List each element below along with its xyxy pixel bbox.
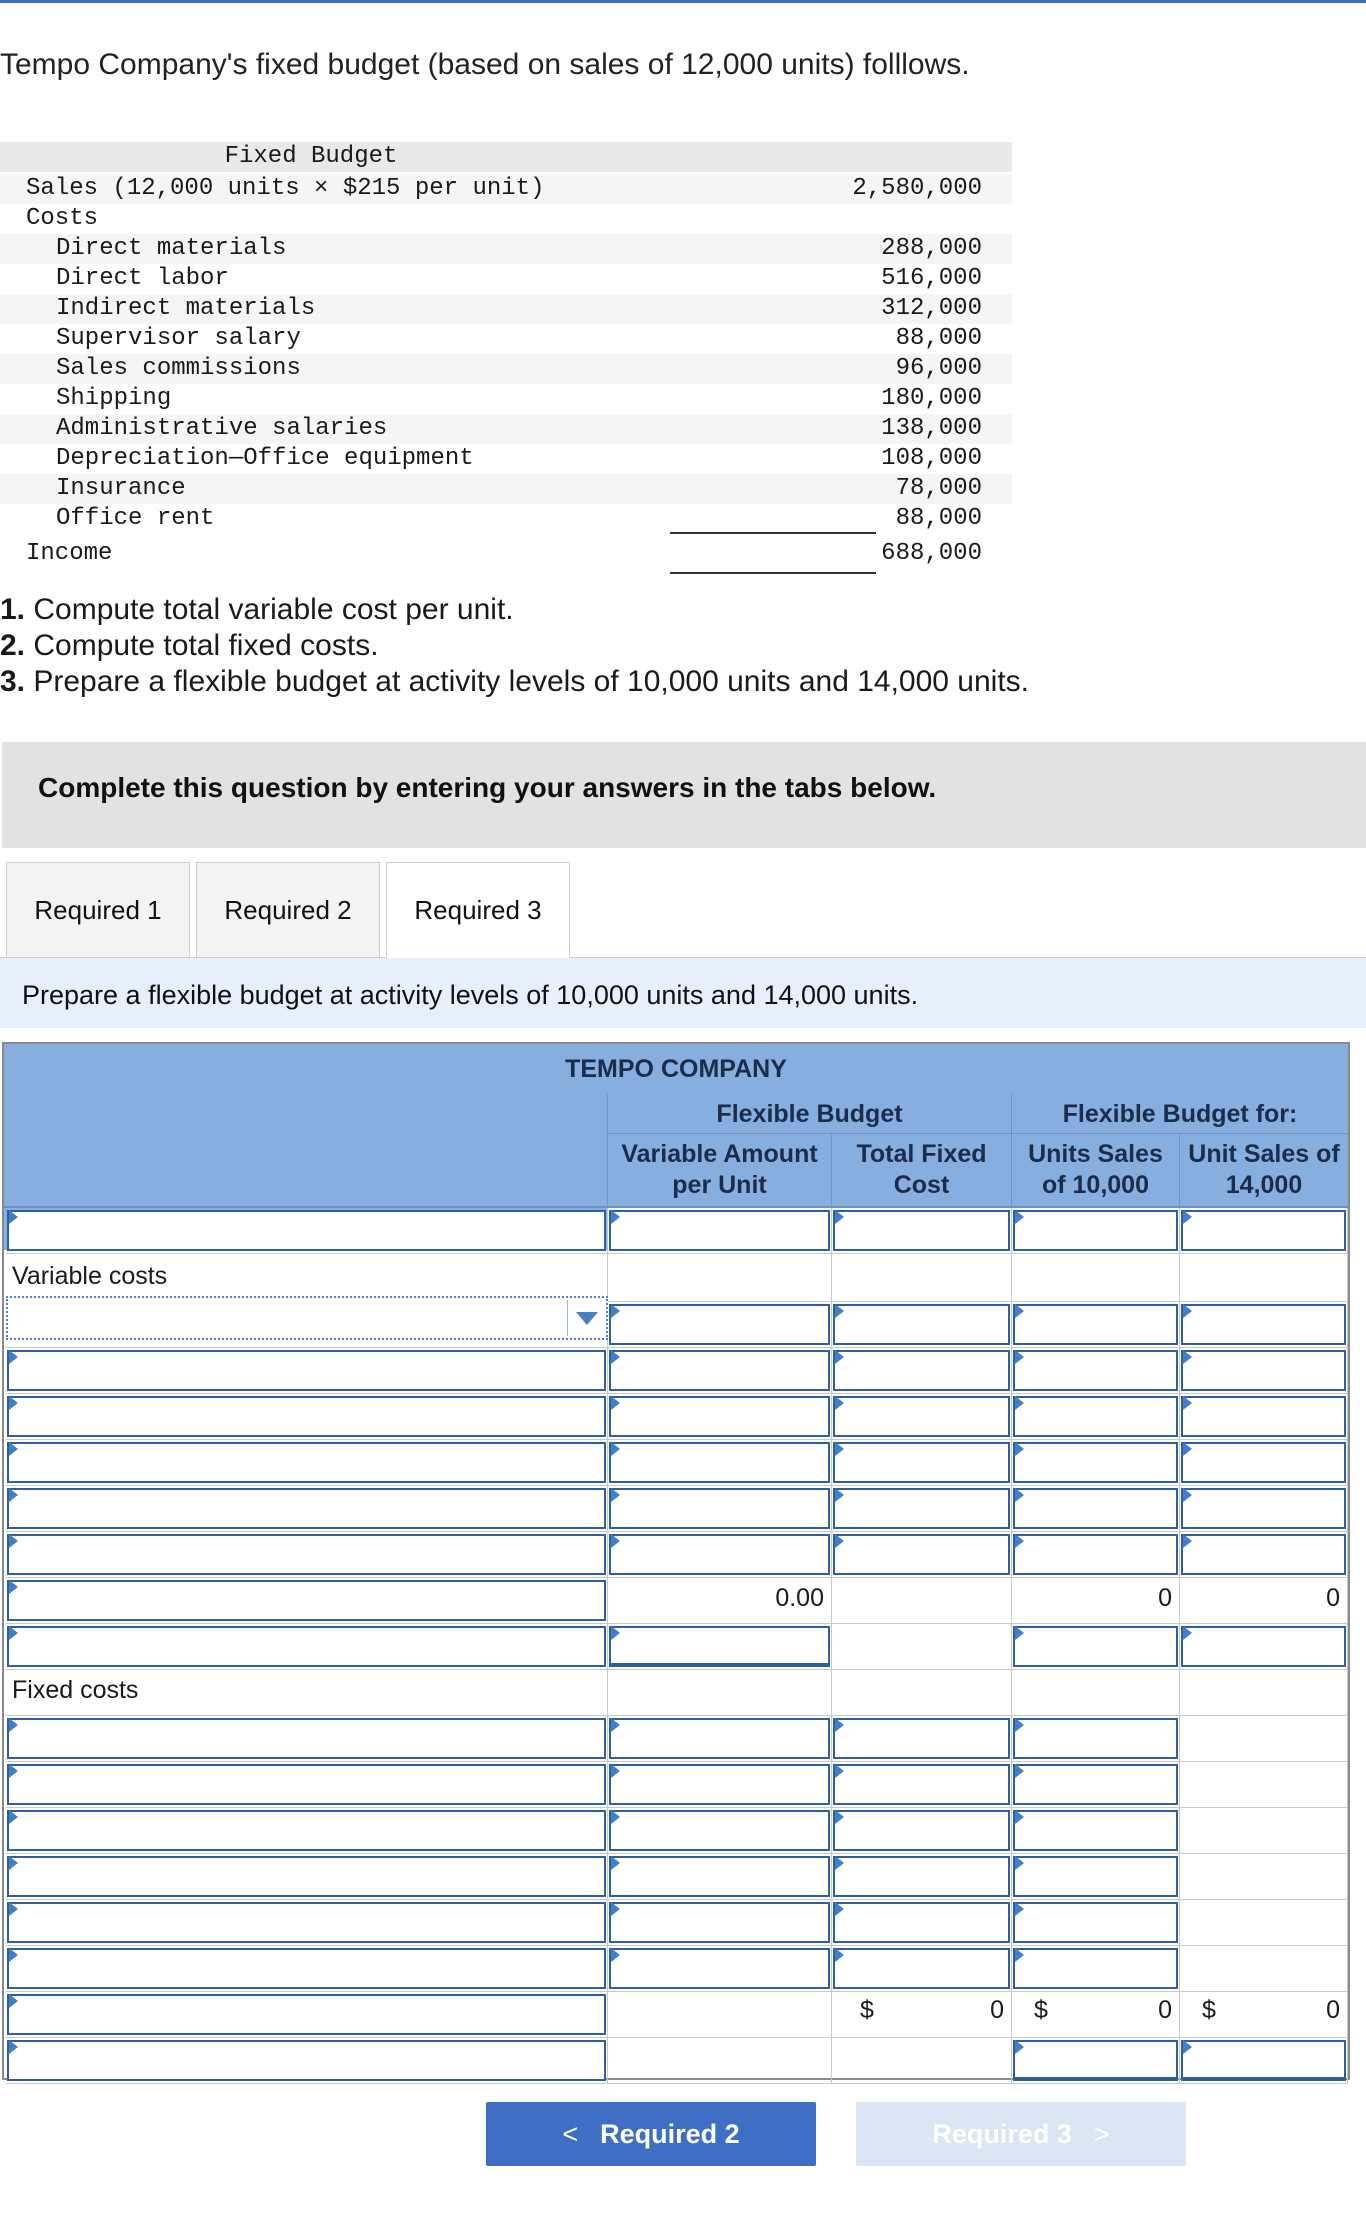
row-label-input[interactable]	[7, 1350, 606, 1391]
flex-budget-header: Flexible Budget	[608, 1094, 1012, 1134]
input-marker-icon	[9, 1534, 18, 1548]
input-marker-icon	[611, 1210, 620, 1224]
input-marker-icon	[835, 1304, 844, 1318]
amount-input[interactable]	[1013, 1210, 1178, 1251]
cost-label: Sales commissions	[56, 355, 301, 382]
question-3: 3. Prepare a flexible budget at activity levels of 10,000 units and 14,000 units.	[0, 665, 1030, 698]
cost-label: Direct materials	[56, 235, 287, 262]
grid-cell	[608, 2038, 832, 2084]
amount-input[interactable]	[1013, 2040, 1178, 2081]
cost-value: 88,000	[895, 505, 982, 532]
input-marker-icon	[1015, 1534, 1024, 1548]
flexible-budget-grid	[2, 1042, 1350, 2080]
cost-label: Insurance	[56, 475, 186, 502]
input-marker-icon	[611, 1856, 620, 1870]
input-marker-icon	[9, 1396, 18, 1410]
amount-input[interactable]	[609, 1810, 830, 1851]
row-label-input[interactable]	[7, 1718, 606, 1759]
input-marker-icon	[835, 1764, 844, 1778]
amount-input[interactable]	[833, 1902, 1010, 1943]
input-marker-icon	[9, 1350, 18, 1364]
cost-value: 288,000	[881, 235, 982, 262]
cost-value: 180,000	[881, 385, 982, 412]
input-marker-icon	[1183, 2040, 1192, 2054]
input-marker-icon	[1015, 2040, 1024, 2054]
dollar-sign: $	[1202, 1996, 1216, 2024]
variable-cost-select[interactable]	[6, 1296, 608, 1340]
amount-input[interactable]	[1181, 1304, 1346, 1345]
input-marker-icon	[835, 1210, 844, 1224]
total-variable-14000: 0	[1326, 1584, 1340, 1612]
input-marker-icon	[611, 1396, 620, 1410]
income-value: 688,000	[881, 540, 982, 567]
input-marker-icon	[9, 2040, 18, 2054]
input-marker-icon	[1183, 1626, 1192, 1640]
costs-row	[0, 204, 1012, 234]
input-marker-icon	[611, 1764, 620, 1778]
cost-value: 78,000	[895, 475, 982, 502]
row-label-input[interactable]	[7, 1764, 606, 1805]
grid-cell	[1012, 1254, 1180, 1302]
input-marker-icon	[611, 1488, 620, 1502]
input-marker-icon	[1015, 1210, 1024, 1224]
income-row	[0, 534, 1012, 574]
grid-cell	[1180, 1900, 1348, 1946]
input-marker-icon	[1015, 1350, 1024, 1364]
input-marker-icon	[1015, 1902, 1024, 1916]
input-marker-icon	[835, 1718, 844, 1732]
units-14000-header: Unit Sales of 14,000	[1180, 1134, 1348, 1206]
instruction-banner	[2, 742, 1366, 848]
input-marker-icon	[1183, 1534, 1192, 1548]
amount-input[interactable]	[833, 1534, 1010, 1575]
input-marker-icon	[9, 1580, 18, 1594]
row-label-input[interactable]	[7, 1856, 606, 1897]
input-marker-icon	[835, 1350, 844, 1364]
amount-input[interactable]	[1013, 1488, 1178, 1529]
input-marker-icon	[611, 1810, 620, 1824]
input-marker-icon	[1015, 1764, 1024, 1778]
amount-input[interactable]	[609, 1764, 830, 1805]
input-marker-icon	[835, 1810, 844, 1824]
input-marker-icon	[9, 1994, 18, 2008]
amount-input[interactable]	[1181, 1488, 1346, 1529]
input-marker-icon	[835, 1442, 844, 1456]
cost-row	[0, 324, 1012, 354]
input-marker-icon	[611, 1304, 620, 1318]
costs-label: Costs	[26, 205, 99, 232]
amount-input[interactable]	[833, 1304, 1010, 1345]
row-label-input[interactable]	[7, 1902, 606, 1943]
input-marker-icon	[611, 1902, 620, 1916]
input-marker-icon	[611, 1626, 620, 1640]
question-2: 2. Compute total fixed costs.	[0, 629, 379, 662]
input-marker-icon	[9, 1718, 18, 1732]
amount-input[interactable]	[833, 1442, 1010, 1483]
amount-input[interactable]	[833, 1488, 1010, 1529]
amount-input[interactable]	[833, 1948, 1010, 1989]
amount-input[interactable]	[1013, 1626, 1178, 1667]
cost-value: 312,000	[881, 295, 982, 322]
grid-cell	[1180, 1946, 1348, 1992]
input-marker-icon	[9, 1902, 18, 1916]
grid-cell	[1180, 1716, 1348, 1762]
amount-input[interactable]	[1013, 1396, 1178, 1437]
amount-input[interactable]	[833, 1396, 1010, 1437]
input-marker-icon	[611, 1948, 620, 1962]
amount-input[interactable]	[1013, 1350, 1178, 1391]
cost-row	[0, 234, 1012, 264]
amount-input[interactable]	[1181, 1442, 1346, 1483]
input-marker-icon	[1015, 1396, 1024, 1410]
input-marker-icon	[9, 1856, 18, 1870]
amount-input[interactable]	[1013, 1810, 1178, 1851]
amount-input[interactable]	[1181, 1396, 1346, 1437]
amount-input[interactable]	[609, 1488, 830, 1529]
input-marker-icon	[9, 1626, 18, 1640]
amount-input[interactable]	[609, 1948, 830, 1989]
input-marker-icon	[1015, 1488, 1024, 1502]
amount-input[interactable]	[1013, 1948, 1178, 1989]
input-marker-icon	[9, 1442, 18, 1456]
input-marker-icon	[1183, 1442, 1192, 1456]
amount-input[interactable]	[1181, 1534, 1346, 1575]
cost-row	[0, 414, 1012, 444]
fixed-budget-body	[0, 174, 1012, 574]
tab-required-3[interactable]: Required 3	[386, 862, 570, 960]
input-marker-icon	[1015, 1442, 1024, 1456]
grid-cell	[1012, 1670, 1180, 1716]
grid-cell	[1180, 1854, 1348, 1900]
amount-input[interactable]	[1013, 1718, 1178, 1759]
row-label-input[interactable]	[7, 1580, 606, 1621]
cost-label: Depreciation—Office equipment	[56, 445, 474, 472]
input-marker-icon	[1183, 1304, 1192, 1318]
cost-label: Office rent	[56, 505, 215, 532]
amount-input[interactable]	[833, 1764, 1010, 1805]
row-label-input[interactable]	[7, 1442, 606, 1483]
banner-text: Complete this question by entering your answers in the tabs below.	[38, 772, 937, 803]
amount-input[interactable]	[1181, 2040, 1346, 2081]
row-label-input[interactable]	[7, 2040, 606, 2081]
grid-cell	[1180, 1808, 1348, 1854]
input-marker-icon	[611, 1534, 620, 1548]
total-variable-per-unit: 0.00	[775, 1584, 824, 1612]
cost-row	[0, 384, 1012, 414]
input-marker-icon	[1015, 1626, 1024, 1640]
input-marker-icon	[1183, 1350, 1192, 1364]
questions	[0, 592, 1029, 700]
company-header: TEMPO COMPANY	[4, 1044, 1348, 1094]
input-marker-icon	[1183, 1210, 1192, 1224]
grid-cell	[832, 1670, 1012, 1716]
fixed-budget-header: Fixed Budget	[224, 143, 398, 170]
amount-input[interactable]	[1181, 1350, 1346, 1391]
cost-label: Shipping	[56, 385, 172, 412]
cost-label: Supervisor salary	[56, 325, 301, 352]
cost-value: 108,000	[881, 445, 982, 472]
amount-input[interactable]	[1181, 1210, 1346, 1251]
amount-input[interactable]	[1181, 1626, 1346, 1667]
row-label-input[interactable]	[7, 1810, 606, 1851]
row-label-input[interactable]	[7, 1210, 606, 1251]
input-marker-icon	[835, 1534, 844, 1548]
intro-text: Tempo Company's fixed budget (based on sales of 12,000 units) folllows.	[0, 48, 970, 81]
cost-label: Indirect materials	[56, 295, 316, 322]
tab-required-1[interactable]: Required 1	[6, 862, 190, 958]
total-rule	[670, 572, 876, 574]
grid-cell	[832, 1578, 1012, 1624]
row-label-input[interactable]	[7, 1948, 606, 1989]
amount-input[interactable]	[609, 1442, 830, 1483]
chevron-right-icon: >	[1093, 2119, 1110, 2149]
input-marker-icon	[611, 1442, 620, 1456]
cost-row	[0, 294, 1012, 324]
input-marker-icon	[9, 1810, 18, 1824]
flex-budget-for-header: Flexible Budget for:	[1012, 1094, 1348, 1134]
amount-input[interactable]	[833, 1350, 1010, 1391]
row-label-input[interactable]	[7, 1396, 606, 1437]
sales-label: Sales (12,000 units × $215 per unit)	[26, 175, 545, 202]
cost-row	[0, 264, 1012, 294]
amount-input[interactable]	[833, 1718, 1010, 1759]
amount-input[interactable]	[609, 1396, 830, 1437]
amount-input[interactable]	[1013, 1764, 1178, 1805]
chevron-down-icon	[576, 1312, 598, 1325]
grid-cell	[1180, 1254, 1348, 1302]
input-marker-icon	[9, 1764, 18, 1778]
amount-input[interactable]	[609, 1626, 830, 1667]
row-label-input[interactable]	[7, 1488, 606, 1529]
cost-value: 88,000	[895, 325, 982, 352]
grid-cell	[1180, 1670, 1348, 1716]
amount-input[interactable]	[833, 1810, 1010, 1851]
grid-cell	[608, 1670, 832, 1716]
input-marker-icon	[1015, 1304, 1024, 1318]
input-marker-icon	[835, 1396, 844, 1410]
input-marker-icon	[1183, 1488, 1192, 1502]
row-label-input[interactable]	[7, 1534, 606, 1575]
amount-input[interactable]	[1013, 1902, 1178, 1943]
grid-cell	[608, 1992, 832, 2038]
input-marker-icon	[835, 1856, 844, 1870]
total-cost-10000: 0	[1158, 1996, 1172, 2024]
tab-required-2[interactable]: Required 2	[196, 862, 380, 958]
next-button[interactable]	[856, 2102, 1186, 2166]
cost-label: Direct labor	[56, 265, 229, 292]
dollar-sign: $	[860, 1996, 874, 2024]
amount-input[interactable]	[1013, 1442, 1178, 1483]
amount-input[interactable]	[1013, 1534, 1178, 1575]
cost-value: 138,000	[881, 415, 982, 442]
grid-cell	[832, 1254, 1012, 1302]
input-marker-icon	[1015, 1948, 1024, 1962]
total-fixed-cost: 0	[990, 1996, 1004, 2024]
amount-input[interactable]	[609, 1534, 830, 1575]
amount-input[interactable]	[833, 1210, 1010, 1251]
tab-instruction	[0, 958, 1366, 1028]
grid-cell	[608, 1254, 832, 1302]
top-accent-line	[0, 0, 1366, 3]
input-marker-icon	[9, 1948, 18, 1962]
input-marker-icon	[1015, 1856, 1024, 1870]
amount-input[interactable]	[1013, 1304, 1178, 1345]
cost-row	[0, 504, 1012, 534]
cost-value: 516,000	[881, 265, 982, 292]
cost-value: 96,000	[895, 355, 982, 382]
cost-row	[0, 474, 1012, 504]
amount-input[interactable]	[609, 1902, 830, 1943]
input-marker-icon	[611, 1350, 620, 1364]
input-marker-icon	[835, 1902, 844, 1916]
units-10000-header: Units Sales of 10,000	[1012, 1134, 1180, 1206]
input-marker-icon	[9, 1210, 18, 1224]
grid-cell	[832, 2038, 1012, 2084]
amount-input[interactable]	[609, 1856, 830, 1897]
total-variable-10000: 0	[1158, 1584, 1172, 1612]
cost-row	[0, 354, 1012, 384]
input-marker-icon	[611, 1718, 620, 1732]
question-1: 1. Compute total variable cost per unit.	[0, 593, 514, 626]
amount-input[interactable]	[609, 1210, 830, 1251]
chevron-left-icon: <	[562, 2119, 579, 2149]
input-marker-icon	[835, 1948, 844, 1962]
input-marker-icon	[1015, 1718, 1024, 1732]
income-label: Income	[26, 540, 113, 567]
dollar-sign: $	[1034, 1996, 1048, 2024]
row-label-input[interactable]	[7, 1994, 606, 2035]
amount-input[interactable]	[609, 1718, 830, 1759]
amount-input[interactable]	[1013, 1856, 1178, 1897]
next-button-label: Required 3	[932, 2119, 1072, 2149]
total-fixed-header: Total Fixed Cost	[832, 1134, 1012, 1206]
input-marker-icon	[835, 1488, 844, 1502]
grid-cell	[1180, 1762, 1348, 1808]
sales-row	[0, 174, 1012, 204]
variable-costs-label: Variable costs	[12, 1262, 168, 1290]
tab-instruction-text: Prepare a flexible budget at activity levels of 10,000 units and 14,000 units.	[22, 980, 919, 1010]
previous-button-label: Required 2	[600, 2119, 740, 2149]
fixed-costs-label: Fixed costs	[12, 1676, 139, 1704]
input-marker-icon	[1015, 1810, 1024, 1824]
grid-cell	[832, 1624, 1012, 1670]
amount-input[interactable]	[833, 1856, 1010, 1897]
amount-input[interactable]	[609, 1304, 830, 1345]
total-cost-14000: 0	[1326, 1996, 1340, 2024]
input-marker-icon	[1183, 1396, 1192, 1410]
input-marker-icon	[9, 1488, 18, 1502]
previous-button[interactable]	[486, 2102, 816, 2166]
sales-value: 2,580,000	[852, 175, 982, 202]
cost-row	[0, 444, 1012, 474]
variable-per-unit-header: Variable Amount per Unit	[608, 1134, 832, 1206]
row-label-input[interactable]	[7, 1626, 606, 1667]
cost-label: Administrative salaries	[56, 415, 388, 442]
amount-input[interactable]	[609, 1350, 830, 1391]
